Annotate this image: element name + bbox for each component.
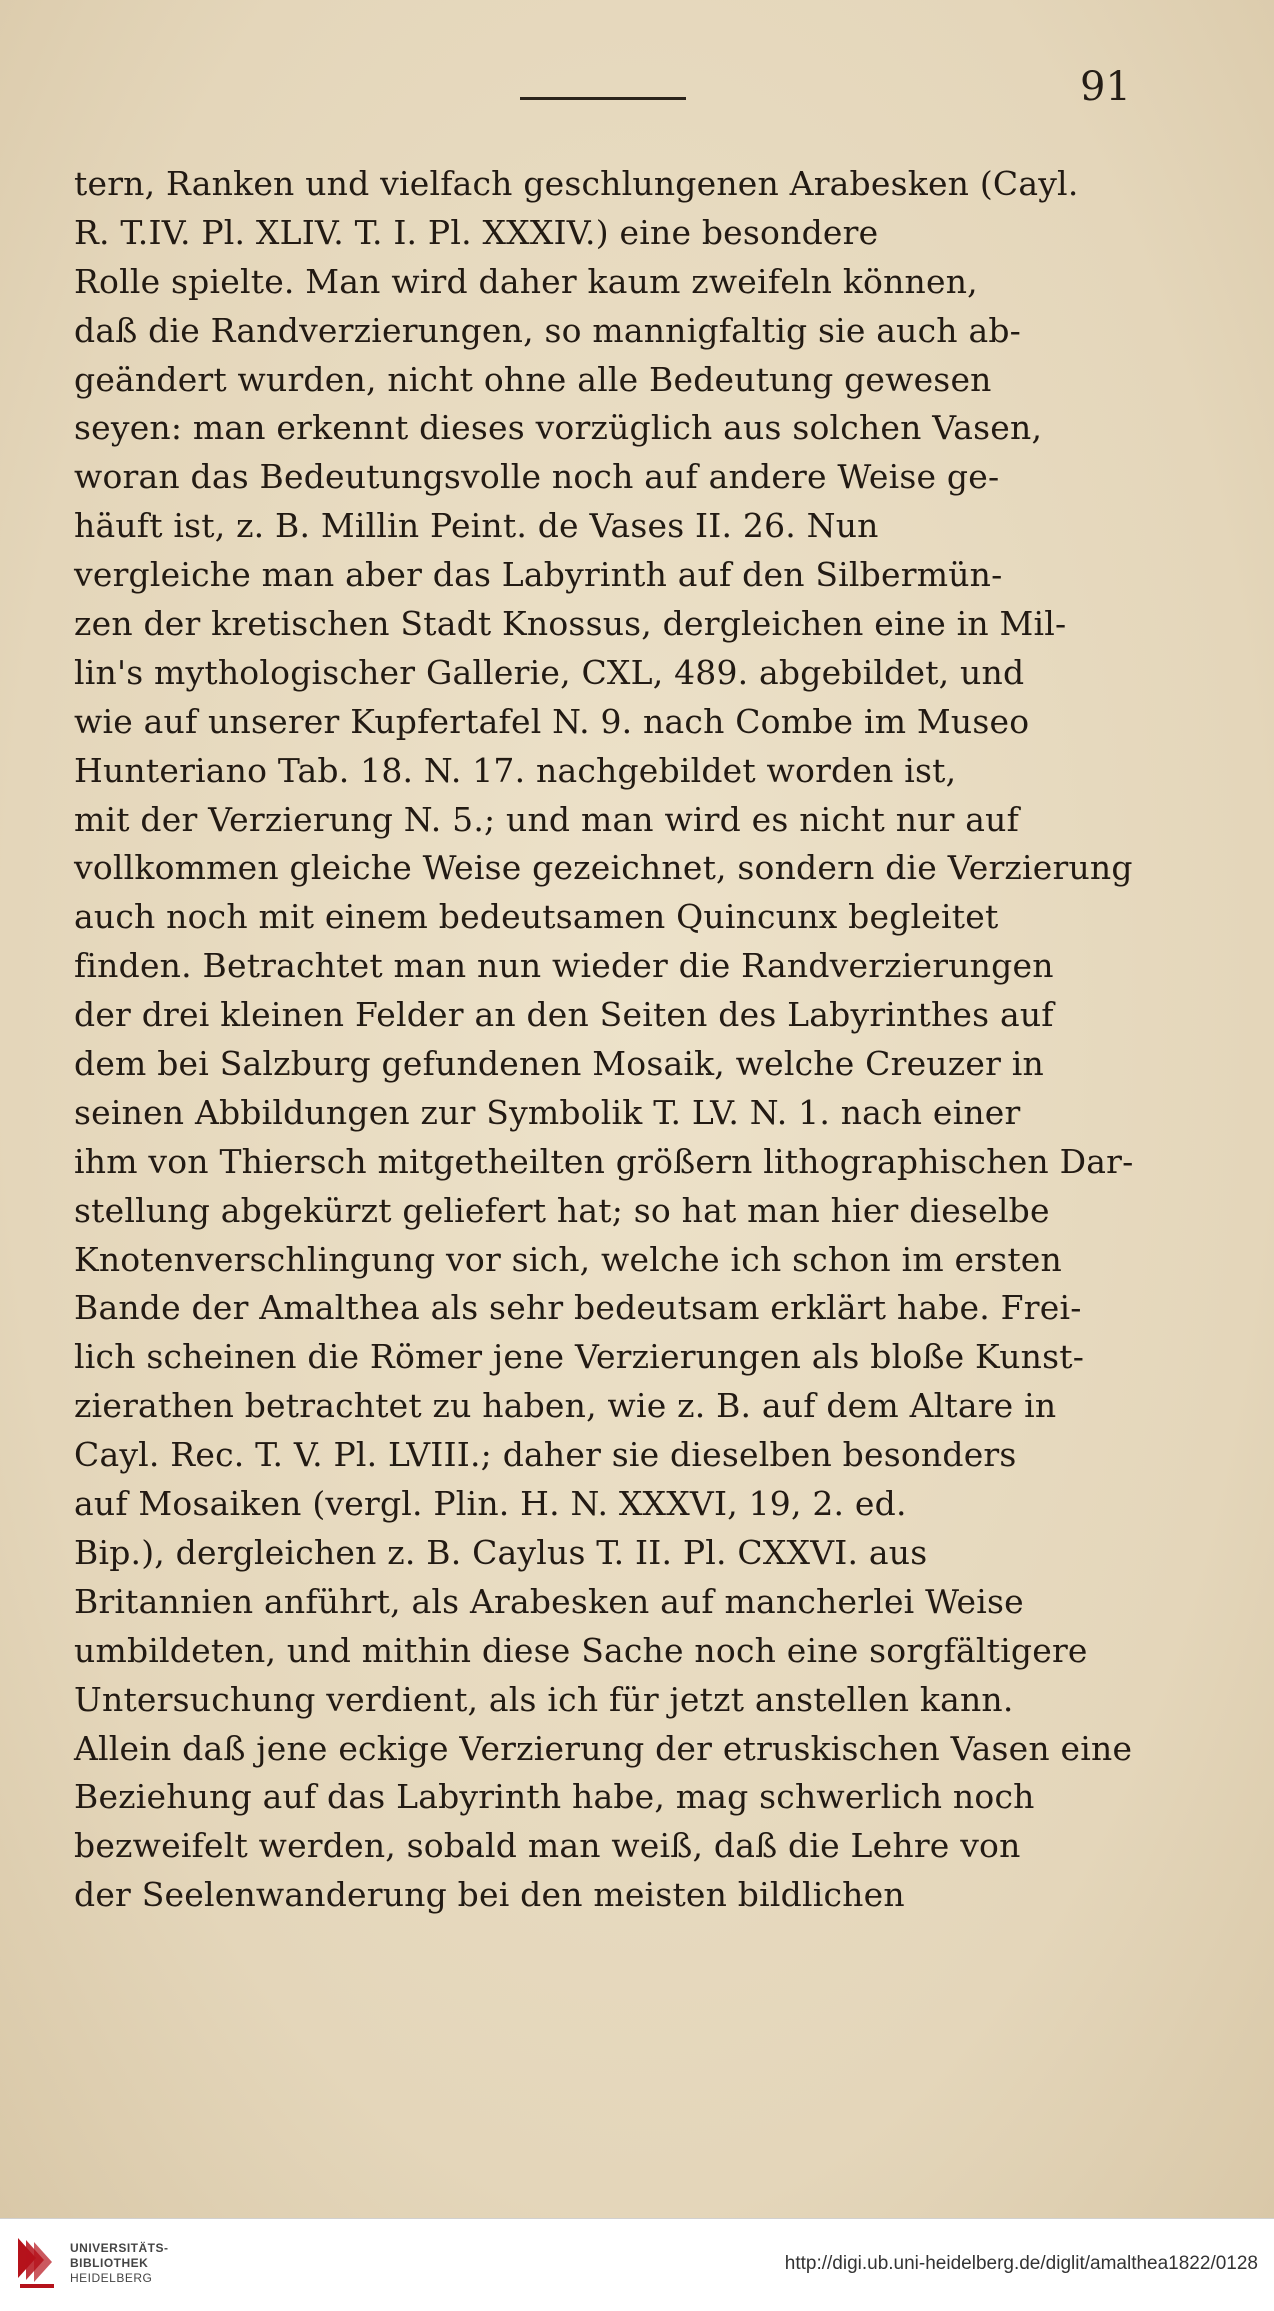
text-line: Beziehung auf das Labyrinth habe, mag schwerlich noch [74,1777,1035,1817]
text-line: tern, Ranken und vielfach geschlungenen Arabesken (Cayl. [74,164,1079,203]
text-line: Rolle spielte. Man wird daher kaum zweifeln können, [74,261,978,301]
text-line: Allein daß jene eckige Verzierung der etruskischen Vasen eine [74,1728,1133,1768]
text-line: auf Mosaiken (vergl. Plin. H. N. XXXVI, 19, 2. ed. [74,1484,907,1524]
viewer-footer [0,2218,1274,2311]
text-line: auch noch mit einem bedeutsamen Quincunx begleitet [74,897,999,937]
text-line: dem bei Salzburg gefundenen Mosaik, welche Creuzer in [74,1044,1044,1084]
text-line: Britannien anführt, als Arabesken auf mancherlei Weise [74,1581,1024,1621]
university-logo-icon [14,2234,58,2296]
text-line: daß die Randverzierungen, so mannigfaltig sie auch ab- [74,310,1021,350]
text-line: finden. Betrachtet man nun wieder die Randverzierungen [74,946,1054,986]
text-line: umbildeten, und mithin diese Sache noch eine sorgfältigere [74,1630,1088,1670]
text-line: vergleiche man aber das Labyrinth auf den Silbermün- [74,555,1003,595]
text-line: Knotenverschlingung vor sich, welche ich schon im ersten [74,1239,1062,1279]
text-line: zen der kretischen Stadt Knossus, dergleichen eine in Mil- [74,604,1067,644]
text-line: R. T.IV. Pl. XLIV. T. I. Pl. XXXIV.) eine besondere [74,212,879,252]
text-line: seyen: man erkennt dieses vorzüglich aus solchen Vasen, [74,408,1043,448]
text-line: Hunteriano Tab. 18. N. 17. nachgebildet worden ist, [74,750,957,790]
text-line: häuft ist, z. B. Millin Peint. de Vases II. 26. Nun [74,506,879,546]
text-line: lich scheinen die Römer jene Verzierungen als bloße Kunst- [74,1337,1085,1377]
library-name-line: BIBLIOTHEK [70,2256,149,2270]
text-line: geändert wurden, nicht ohne alle Bedeutung gewesen [74,359,992,399]
body-text [74,160,1134,1920]
text-line: vollkommen gleiche Weise gezeichnet, sondern die Verzierung [74,848,1133,888]
text-line: stellung abgekürzt geliefert hat; so hat man hier dieselbe [74,1190,1050,1230]
text-line: mit der Verzierung N. 5.; und man wird es nicht nur auf [74,799,1020,839]
source-url[interactable]: http://digi.ub.uni-heidelberg.de/diglit/amalthea1822/0128 [784,2253,1258,2274]
text-line: ihm von Thiersch mitgetheilten größern lithographischen Dar- [74,1141,1134,1181]
text-line: lin's mythologischer Gallerie, CXL, 489. abgebildet, und [74,652,1025,692]
text-line: seinen Abbildungen zur Symbolik T. LV. N. 1. nach einer [74,1092,1021,1132]
text-line: der drei kleinen Felder an den Seiten des Labyrinthes auf [74,995,1054,1035]
page-number: 91 [1080,64,1131,110]
text-line: bezweifelt werden, sobald man weiß, daß die Lehre von [74,1826,1021,1866]
library-name-line: HEIDELBERG [70,2271,153,2285]
library-name-line: UNIVERSITÄTS- [70,2241,169,2255]
header-rule [520,97,686,100]
text-line: Cayl. Rec. T. V. Pl. LVIII.; daher sie dieselben besonders [74,1435,1017,1475]
text-line: Bande der Amalthea als sehr bedeutsam erklärt habe. Frei- [74,1288,1082,1328]
text-line: wie auf unserer Kupfertafel N. 9. nach Combe im Museo [74,701,1030,741]
text-line: der Seelenwanderung bei den meisten bildlichen [74,1875,905,1915]
text-line: zierathen betrachtet zu haben, wie z. B. auf dem Altare in [74,1386,1057,1426]
text-line: Untersuchung verdient, als ich für jetzt anstellen kann. [74,1679,1014,1719]
text-line: Bip.), dergleichen z. B. Caylus T. II. Pl. CXXVI. aus [74,1532,928,1572]
library-name [70,2241,169,2286]
text-line: woran das Bedeutungsvolle noch auf andere Weise ge- [74,457,1000,497]
